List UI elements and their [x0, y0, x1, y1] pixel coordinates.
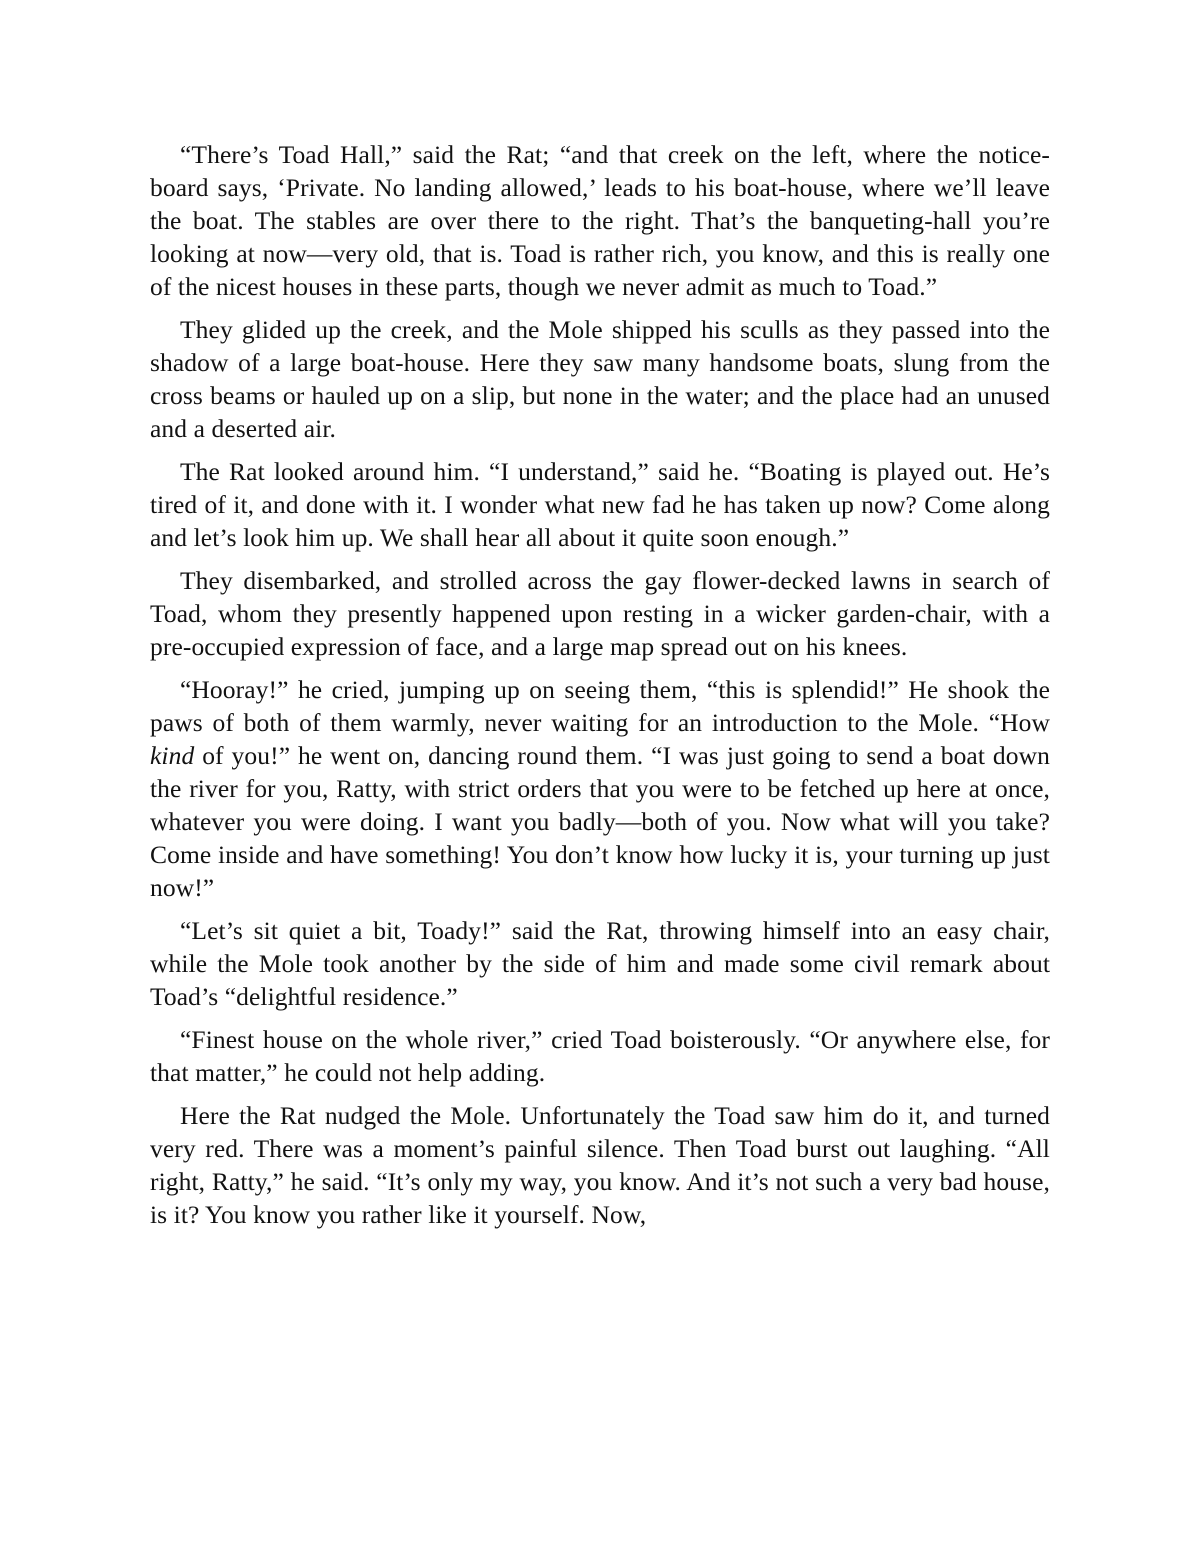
paragraph — [150, 564, 1050, 663]
paragraph — [150, 455, 1050, 554]
text-run: of you!” he went on, dancing round them. “I was just going to send a boat down the river for you, Ratty, with strict orders that you were to be fetched up here at once, whatever you were doing. I want you badly—both of you. Now what will you take? Come inside and have something! You don’t know how lucky it is, your turning up just now!” — [150, 741, 1050, 902]
text-run: They glided up the creek, and the Mole shipped his sculls as they passed into the shadow of a large boat-house. Here they saw many handsome boats, slung from the cross beams or hauled up on a slip, but none in the water; and the place had an unused and a deserted air. — [150, 315, 1050, 443]
text-column — [150, 138, 1050, 1231]
paragraph — [150, 313, 1050, 445]
paragraph — [150, 138, 1050, 303]
text-run: “Finest house on the whole river,” cried Toad boisterously. “Or anywhere else, for that matter,” he could not help adding. — [150, 1025, 1050, 1087]
text-run: “Hooray!” he cried, jumping up on seeing them, “this is splendid!” He shook the paws of both of them warmly, never waiting for an introduction to the Mole. “How — [150, 675, 1050, 737]
paragraph — [150, 1023, 1050, 1089]
text-run: “There’s Toad Hall,” said the Rat; “and that creek on the left, where the notice-board says, ‘Private. No landing allowed,’ leads to his boat-house, where we’ll leave the boat. The stables are over there to the right. That’s the banqueting-hall you’re looking at now—very old, that is. Toad is rather rich, you know, and this is really one of the nicest houses in these parts, though we never admit as much to Toad.” — [150, 140, 1050, 301]
text-run: Here the Rat nudged the Mole. Unfortunately the Toad saw him do it, and turned very red. There was a moment’s painful silence. Then Toad burst out laughing. “All right, Ratty,” he said. “It’s only my way, you know. And it’s not such a very bad house, is it? You know you rather like it yourself. Now, — [150, 1101, 1050, 1229]
paragraph — [150, 914, 1050, 1013]
text-run-italic: kind — [150, 741, 195, 770]
text-run: They disembarked, and strolled across the gay flower-decked lawns in search of Toad, whom they presently happened upon resting in a wicker garden-chair, with a pre-occupied expression of face, and a large map spread out on his knees. — [150, 566, 1050, 661]
paragraph — [150, 673, 1050, 904]
text-run: The Rat looked around him. “I understand,” said he. “Boating is played out. He’s tired of it, and done with it. I wonder what new fad he has taken up now? Come along and let’s look him up. We shall hear all about it quite soon enough.” — [150, 457, 1050, 552]
text-run: “Let’s sit quiet a bit, Toady!” said the Rat, throwing himself into an easy chair, while the Mole took another by the side of him and made some civil remark about Toad’s “delightful residence.” — [150, 916, 1050, 1011]
paragraph — [150, 1099, 1050, 1231]
